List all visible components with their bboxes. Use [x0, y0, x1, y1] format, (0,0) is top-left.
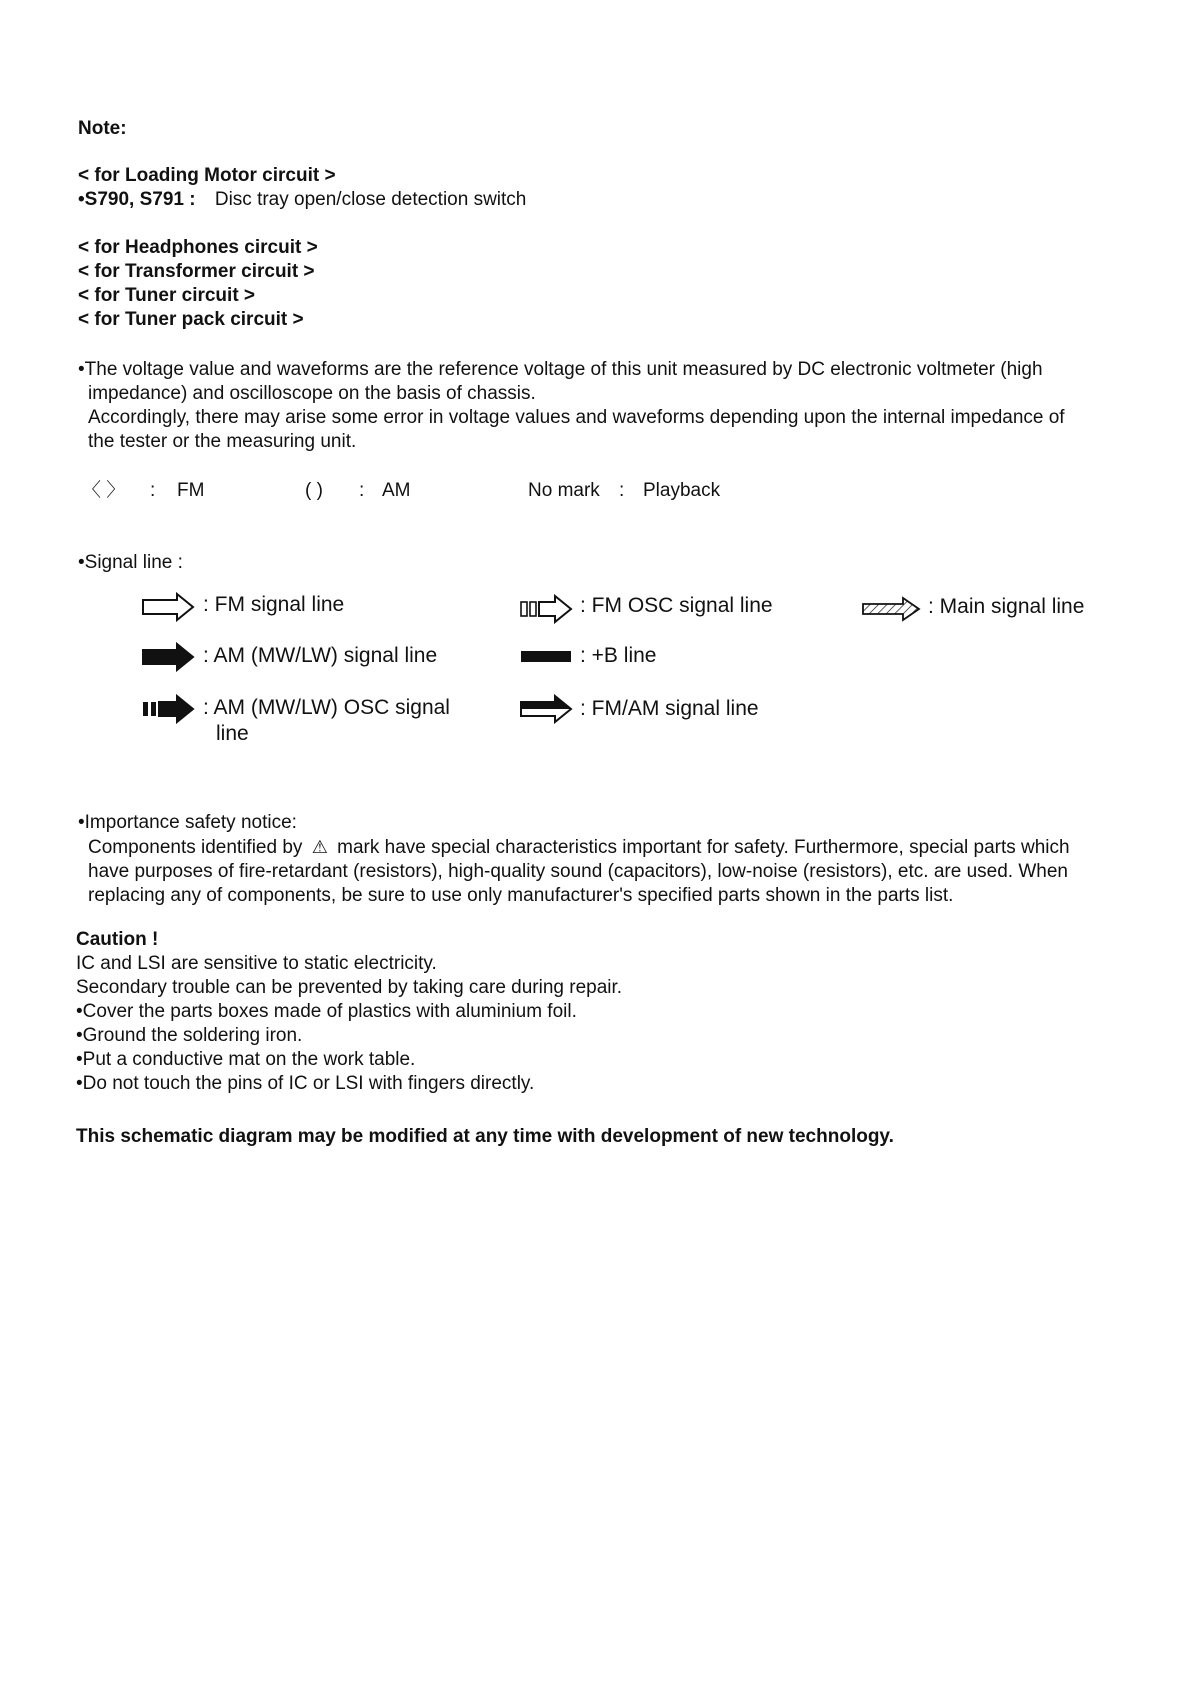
safety-heading: •Importance safety notice: [78, 812, 297, 833]
caution-heading: Caution ! [76, 929, 159, 950]
switch-desc: Disc tray open/close detection switch [214, 189, 527, 210]
fm-signal-label: : FM signal line [203, 593, 345, 616]
plus-b-label: : +B line [580, 644, 657, 667]
nomark-symbol: No mark [528, 480, 600, 501]
main-signal-arrow-icon [861, 596, 923, 622]
fm-osc-signal-label: : FM OSC signal line [580, 594, 773, 617]
fm-mark-symbol: 〈 〉 [82, 480, 126, 501]
caution-line-3: •Cover the parts boxes made of plastics with aluminium foil. [76, 1001, 577, 1022]
footer-note: This schematic diagram may be modified at any time with development of new technology. [76, 1126, 894, 1147]
caution-line-6: •Do not touch the pins of IC or LSI with fingers directly. [76, 1073, 535, 1094]
am-osc-signal-arrow-icon [141, 694, 197, 724]
am-mark-sep: : [359, 480, 365, 501]
safety-body [88, 835, 1070, 908]
circuit-transformer: < for Transformer circuit > [78, 261, 315, 282]
nomark-sep: : [619, 480, 625, 501]
main-signal-label: : Main signal line [928, 595, 1085, 618]
voltage-line-4: the tester or the measuring unit. [88, 431, 357, 452]
switch-ref: •S790, S791 : [78, 189, 196, 210]
voltage-note [78, 358, 1065, 454]
nomark-label: Playback [643, 480, 721, 501]
fm-mark-sep: : [150, 480, 156, 501]
am-signal-label: : AM (MW/LW) signal line [203, 644, 438, 667]
am-mark-symbol: ( ) [305, 480, 323, 501]
fm-signal-arrow-icon [141, 592, 197, 622]
switch-line [78, 188, 526, 212]
safety-line-1-pre: Components identified by [88, 837, 303, 858]
loading-motor-header: < for Loading Motor circuit > [78, 165, 336, 186]
note-heading: Note: [78, 118, 127, 139]
am-signal-arrow-icon [141, 642, 197, 672]
circuit-tuner-pack: < for Tuner pack circuit > [78, 309, 304, 330]
warning-triangle-icon: ⚠ [311, 837, 328, 857]
circuit-headphones: < for Headphones circuit > [78, 237, 318, 258]
voltage-line-3: Accordingly, there may arise some error in voltage values and waveforms depending upon the internal impedance of [88, 407, 1065, 428]
fm-osc-signal-arrow-icon [519, 594, 575, 624]
safety-line-1-post: mark have special characteristics important for safety. Furthermore, special parts which [337, 837, 1070, 858]
caution-list [76, 952, 622, 1096]
am-osc-signal-label-1: : AM (MW/LW) OSC signal [203, 696, 450, 719]
safety-line-3: replacing any of components, be sure to use only manufacturer's specified parts shown in the parts list. [88, 885, 954, 906]
caution-line-1: IC and LSI are sensitive to static electricity. [76, 953, 437, 974]
safety-line-1 [88, 835, 1070, 860]
circuit-tuner: < for Tuner circuit > [78, 285, 256, 306]
caution-line-5: •Put a conductive mat on the work table. [76, 1049, 416, 1070]
signal-line-heading: •Signal line : [78, 552, 183, 573]
fm-am-signal-arrow-icon [519, 694, 575, 724]
am-osc-signal-label-2: line [216, 722, 249, 745]
fm-mark-label: FM [177, 480, 205, 501]
fm-am-signal-label: : FM/AM signal line [580, 697, 759, 720]
voltage-line-2: impedance) and oscilloscope on the basis of chassis. [88, 383, 536, 404]
voltage-line-1: •The voltage value and waveforms are the reference voltage of this unit measured by DC electronic voltmeter (high [78, 359, 1043, 380]
am-mark-label: AM [382, 480, 411, 501]
plus-b-line-icon [519, 648, 575, 666]
caution-line-4: •Ground the soldering iron. [76, 1025, 303, 1046]
caution-line-2: Secondary trouble can be prevented by taking care during repair. [76, 977, 623, 998]
safety-line-2: have purposes of fire-retardant (resistors), high-quality sound (capacitors), low-noise (resistors), etc. are used. When [88, 861, 1068, 882]
